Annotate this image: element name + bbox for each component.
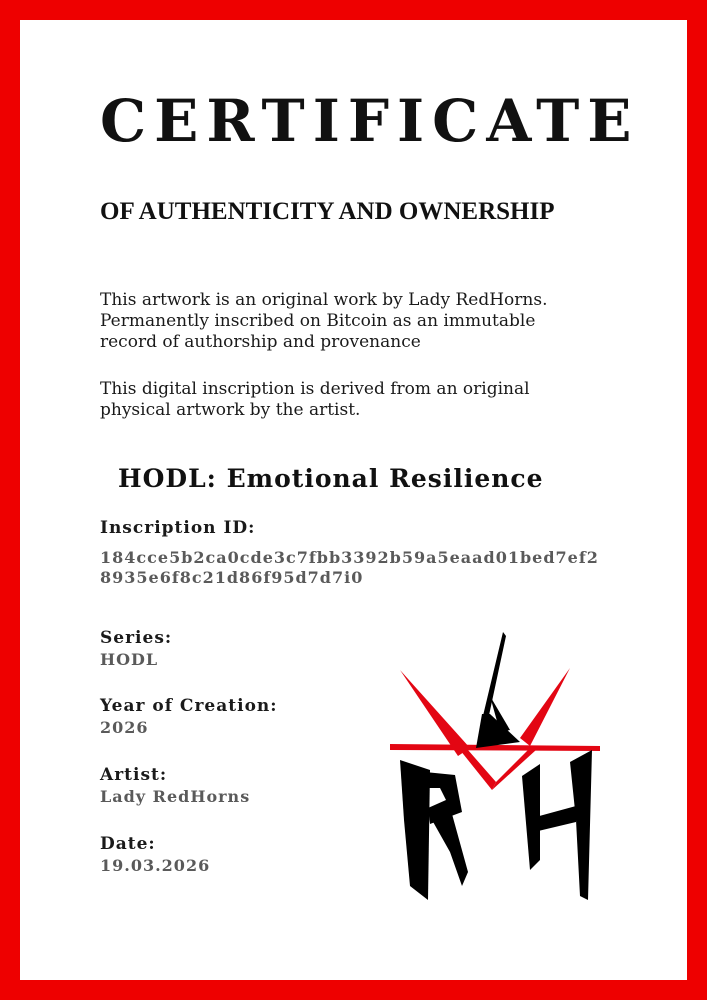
certificate-subtitle: OF AUTHENTICITY AND OWNERSHIP	[100, 198, 555, 225]
inscription-id-value: 184cce5b2ca0cde3c7fbb3392b59a5eaad01bed7ef2 8935e6f8c21d86f95d7d7i0	[100, 548, 599, 587]
series-label: Series:	[100, 628, 173, 648]
letter-r-shape	[400, 760, 468, 900]
authorship-statement: This artwork is an original work by Lady RedHorns. Permanently inscribed on Bitcoin as an immutable record of authorship and provenance	[100, 290, 548, 352]
letter-h-shape	[522, 750, 592, 900]
letter-l-shape	[476, 632, 520, 748]
artist-label: Artist:	[100, 765, 168, 785]
date-value: 19.03.2026	[100, 856, 211, 875]
year-of-creation-label: Year of Creation:	[100, 696, 278, 716]
derivation-statement: This digital inscription is derived from an original physical artwork by the artist.	[100, 379, 530, 420]
year-of-creation-value: 2026	[100, 718, 149, 737]
artist-value: Lady RedHorns	[100, 787, 251, 806]
artwork-title: HODL: Emotional Resilience	[118, 464, 544, 493]
date-label: Date:	[100, 834, 156, 854]
certificate-title: CERTIFICATE	[100, 87, 640, 155]
series-value: HODL	[100, 650, 159, 669]
lady-redhorns-logo-icon	[370, 610, 600, 900]
inscription-id-label: Inscription ID:	[100, 518, 256, 538]
